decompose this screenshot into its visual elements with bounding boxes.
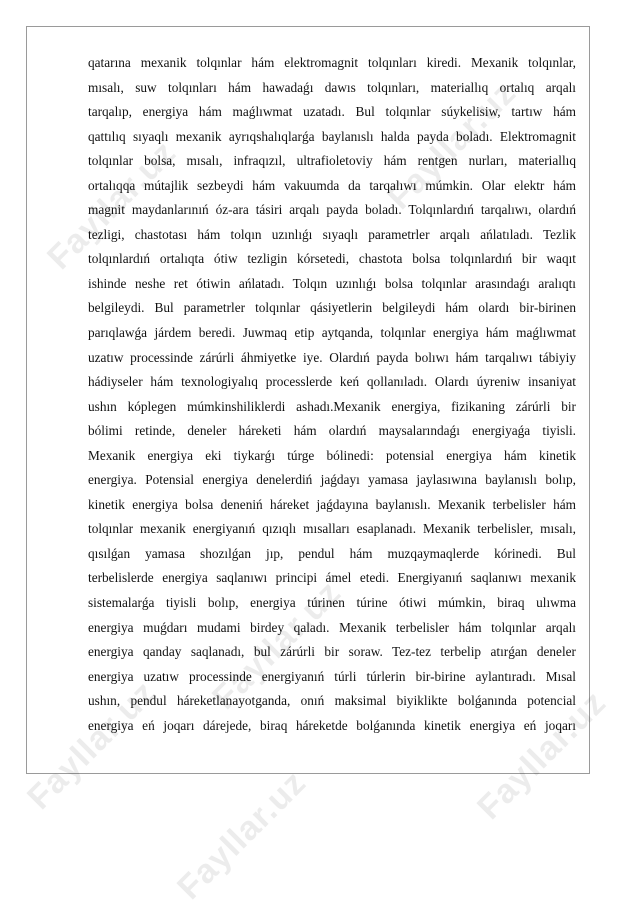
- text-line: kinetik energiya bolsa deneniń háreket jaǵdayına baylanıslı. Mexanik terbelisler hám: [88, 496, 576, 512]
- text-line: qatarına mexanik tolqınlar hám elektromagnit tolqınları kiredi. Mexanik tolqınlar,: [88, 55, 576, 70]
- text-line: qattılıq sıyaqlı mexanik ayrıqshalıqlarǵa baylanıslı halda payda boladı. Elektromagnit: [88, 128, 576, 144]
- text-line: energiya eń joqarı dárejede, biraq háreketde bolǵanında kinetik energiya eń joqarı: [88, 717, 576, 733]
- text-line: energiya muǵdarı mudami birdey qaladı. Mexanik terbelisler hám tolqınlar arqalı: [88, 619, 576, 635]
- text-line: sistemalarǵa tiyisli bolıp, energiya túrinen túrine ótiwi múmkin, biraq ulıwma: [88, 595, 576, 611]
- text-line: ortalıqqa mútajlik sezbeydi hám vakuumda da tarqalıwı múmkin. Olar elektr hám: [88, 177, 576, 193]
- text-line: tolqınlardıń ortalıqta ótiw tezligin kórsetedi, chastota bolsa tolqınlardıń bir waqıt: [88, 251, 576, 267]
- text-line: magnit maydanlarınıń óz-ara tásiri arqalı payda boladı. Tolqınlardıń tarqalıwı, olardıń: [88, 202, 576, 218]
- text-line: uzatıw processinde zárúrli áhmiyetke iye. Olardıń payda bolıwı hám tarqalıwı tábiyiy: [88, 349, 576, 365]
- watermark: Fayllar.uz: [380, 73, 524, 217]
- text-line: energiya. Potensial energiya denelerdiń jaǵdayı yamasa jaylasıwına baylanıslı bolıp,: [88, 472, 576, 488]
- watermark: Fayllar.uz: [20, 673, 164, 817]
- watermark: Fayllar.uz: [205, 573, 349, 717]
- text-line: tolqınlar mexanik energiyanıń qızıqlı mısalları esaplanadı. Mexanik terbelisler, mısalı,: [88, 521, 576, 537]
- text-line: hádiyseler hám texnologiyalıq processlerde keń qollanıladı. Olardı úyreniw insaniyat: [88, 374, 576, 390]
- text-line: bólimi retinde, deneler háreketi hám olardıń maysalarındaǵı energiyaǵa tiyisli.: [88, 423, 576, 439]
- text-line: ushın, pendul háreketlanayotganda, onıń maksimal biyiklikte bolǵanında potencial: [88, 693, 576, 709]
- text-line: ishinde neshe ret ótiwin ańlatadı. Tolqın uzınlıǵı bolsa tolqınlar arasındaǵı aralıqtı: [88, 275, 576, 291]
- text-line: terbelislerde energiya saqlanıwı principi ámel etedi. Energiyanıń saqlanıwı mexanik: [88, 570, 576, 586]
- text-line: belgileydi. Bul parametrler tolqınlar qásiyetlerin belgileydi hám olardı bir-birinen: [88, 300, 576, 316]
- watermark: Fayllar.uz: [170, 763, 314, 907]
- text-line: tolqınlar bolsa, mısalı, infraqızıl, ultrafioletoviy hám rentgen nurları, materiallıq: [88, 153, 576, 169]
- text-line: ushın kóplegen múmkinshiliklerdi ashadı.Mexanik energiya, fizikaning zárúrli bir: [88, 398, 576, 414]
- text-line: qısılǵan yamasa shozılǵan jıp, pendul hám muzqaymaqlerde kórinedi. Bul: [88, 545, 576, 561]
- text-line: tarqalıp, energiya hám maǵlıwmat uzatadı. Bul tolqınlar súykelisiw, tartıw hám: [88, 104, 576, 120]
- watermark: Fayllar.uz: [470, 683, 614, 827]
- body-text: [88, 51, 576, 738]
- text-line: tezligi, chastotası hám tolqın uzınlıǵı sıyaqlı parametrler arqalı ańlatıladı. Tezlik: [88, 226, 576, 242]
- text-line: parıqlawǵa járdem beredi. Juwmaq etip aytqanda, tolqınlar energiya hám maǵlıwmat: [88, 325, 576, 341]
- text-line: energiya uzatıw processinde energiyanıń túrli túrlerin bir-birine aylantıradı. Mısal: [88, 668, 576, 684]
- watermark: Fayllar.uz: [40, 133, 184, 277]
- text-line: Mexanik energiya eki tiykarǵı túrge bólinedi: potensial energiya hám kinetik: [88, 447, 576, 463]
- text-line: energiya qanday saqlanadı, bul zárúrli bir soraw. Tez-tez terbelip atırǵan deneler: [88, 644, 576, 660]
- text-line: mısalı, suw tolqınları hám hawadaǵı dawıs tolqınları, materiallıq ortalıq arqalı: [88, 79, 576, 95]
